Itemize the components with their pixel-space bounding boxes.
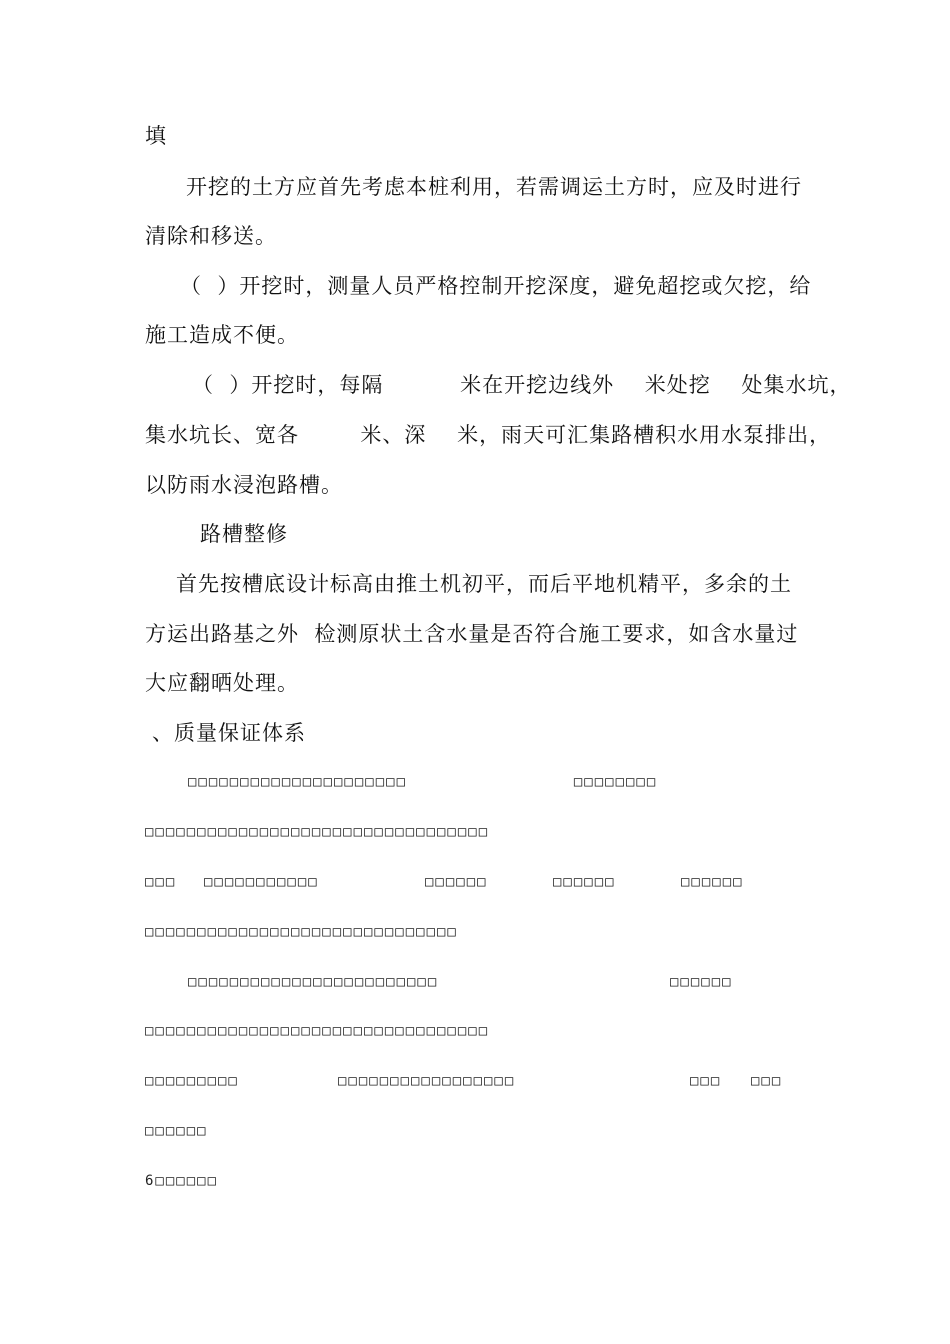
garbled-text-line-9: 6□□□□□□ bbox=[145, 1173, 219, 1189]
text-line-paragraph-2b: 施工造成不便。 bbox=[145, 323, 299, 347]
garbled-text-line-2: □□□□□□□□□□□□□□□□□□□□□□□□□□□□□□□□□ bbox=[145, 824, 490, 840]
text-line-paragraph-3c: 以防雨水浸泡路槽。 bbox=[145, 473, 343, 497]
garbled-text-line-3c: □□□□□□ bbox=[425, 874, 488, 890]
garbled-text-line-3a: □□□ bbox=[145, 874, 177, 890]
garbled-text-line-3d: □□□□□□ bbox=[553, 874, 616, 890]
garbled-text-line-7b: □□□□□□□□□□□□□□□□□ bbox=[338, 1073, 516, 1089]
text-line-paragraph-1a: 开挖的土方应首先考虑本桩利用，若需调运土方时，应及时进行 bbox=[186, 175, 802, 199]
garbled-text-line-3b: □□□□□□□□□□□ bbox=[204, 874, 319, 890]
section-heading-quality-system: 、质量保证体系 bbox=[152, 721, 306, 745]
garbled-text-line-7c: □□□ bbox=[690, 1073, 722, 1089]
text-line-paragraph-2a: （ ）开挖时，测量人员严格控制开挖深度，避免超挖或欠挖，给 bbox=[180, 274, 812, 298]
garbled-text-line-1: □□□□□□□□□□□□□□□□□□□□□ □□□□□□□□ bbox=[188, 774, 658, 790]
garbled-text-line-8: □□□□□□ bbox=[145, 1123, 208, 1139]
text-line-heading-fill: 填 bbox=[145, 124, 167, 148]
garbled-text-line-5a: □□□□□□□□□□□□□□□□□□□□□□□□ bbox=[188, 974, 439, 990]
garbled-text-line-4: □□□□□□□□□□□□□□□□□□□□□□□□□□□□□□ bbox=[145, 924, 458, 940]
text-line-paragraph-4c: 大应翻晒处理。 bbox=[145, 671, 299, 695]
text-line-paragraph-3a: （ ）开挖时，每隔 米在开挖边线外 米处挖 处集水坑， bbox=[192, 373, 852, 397]
text-line-paragraph-3b: 集水坑长、宽各 米、深 米，雨天可汇集路槽积水用水泵排出， bbox=[145, 423, 832, 447]
garbled-text-line-7a: □□□□□□□□□ bbox=[145, 1073, 239, 1089]
garbled-text-line-6: □□□□□□□□□□□□□□□□□□□□□□□□□□□□□□□□□ bbox=[145, 1023, 490, 1039]
garbled-text-line-5b: □□□□□□ bbox=[670, 974, 733, 990]
section-heading-subgrade-trimming: 路槽整修 bbox=[200, 522, 288, 546]
text-line-paragraph-1b: 清除和移送。 bbox=[145, 224, 277, 248]
garbled-text-line-7d: □□□ bbox=[751, 1073, 783, 1089]
garbled-text-line-3e: □□□□□□ bbox=[681, 874, 744, 890]
text-line-paragraph-4a: 首先按槽底设计标高由推土机初平，而后平地机精平，多余的土 bbox=[176, 572, 792, 596]
text-line-paragraph-4b: 方运出路基之外 检测原状土含水量是否符合施工要求，如含水量过 bbox=[145, 622, 799, 646]
